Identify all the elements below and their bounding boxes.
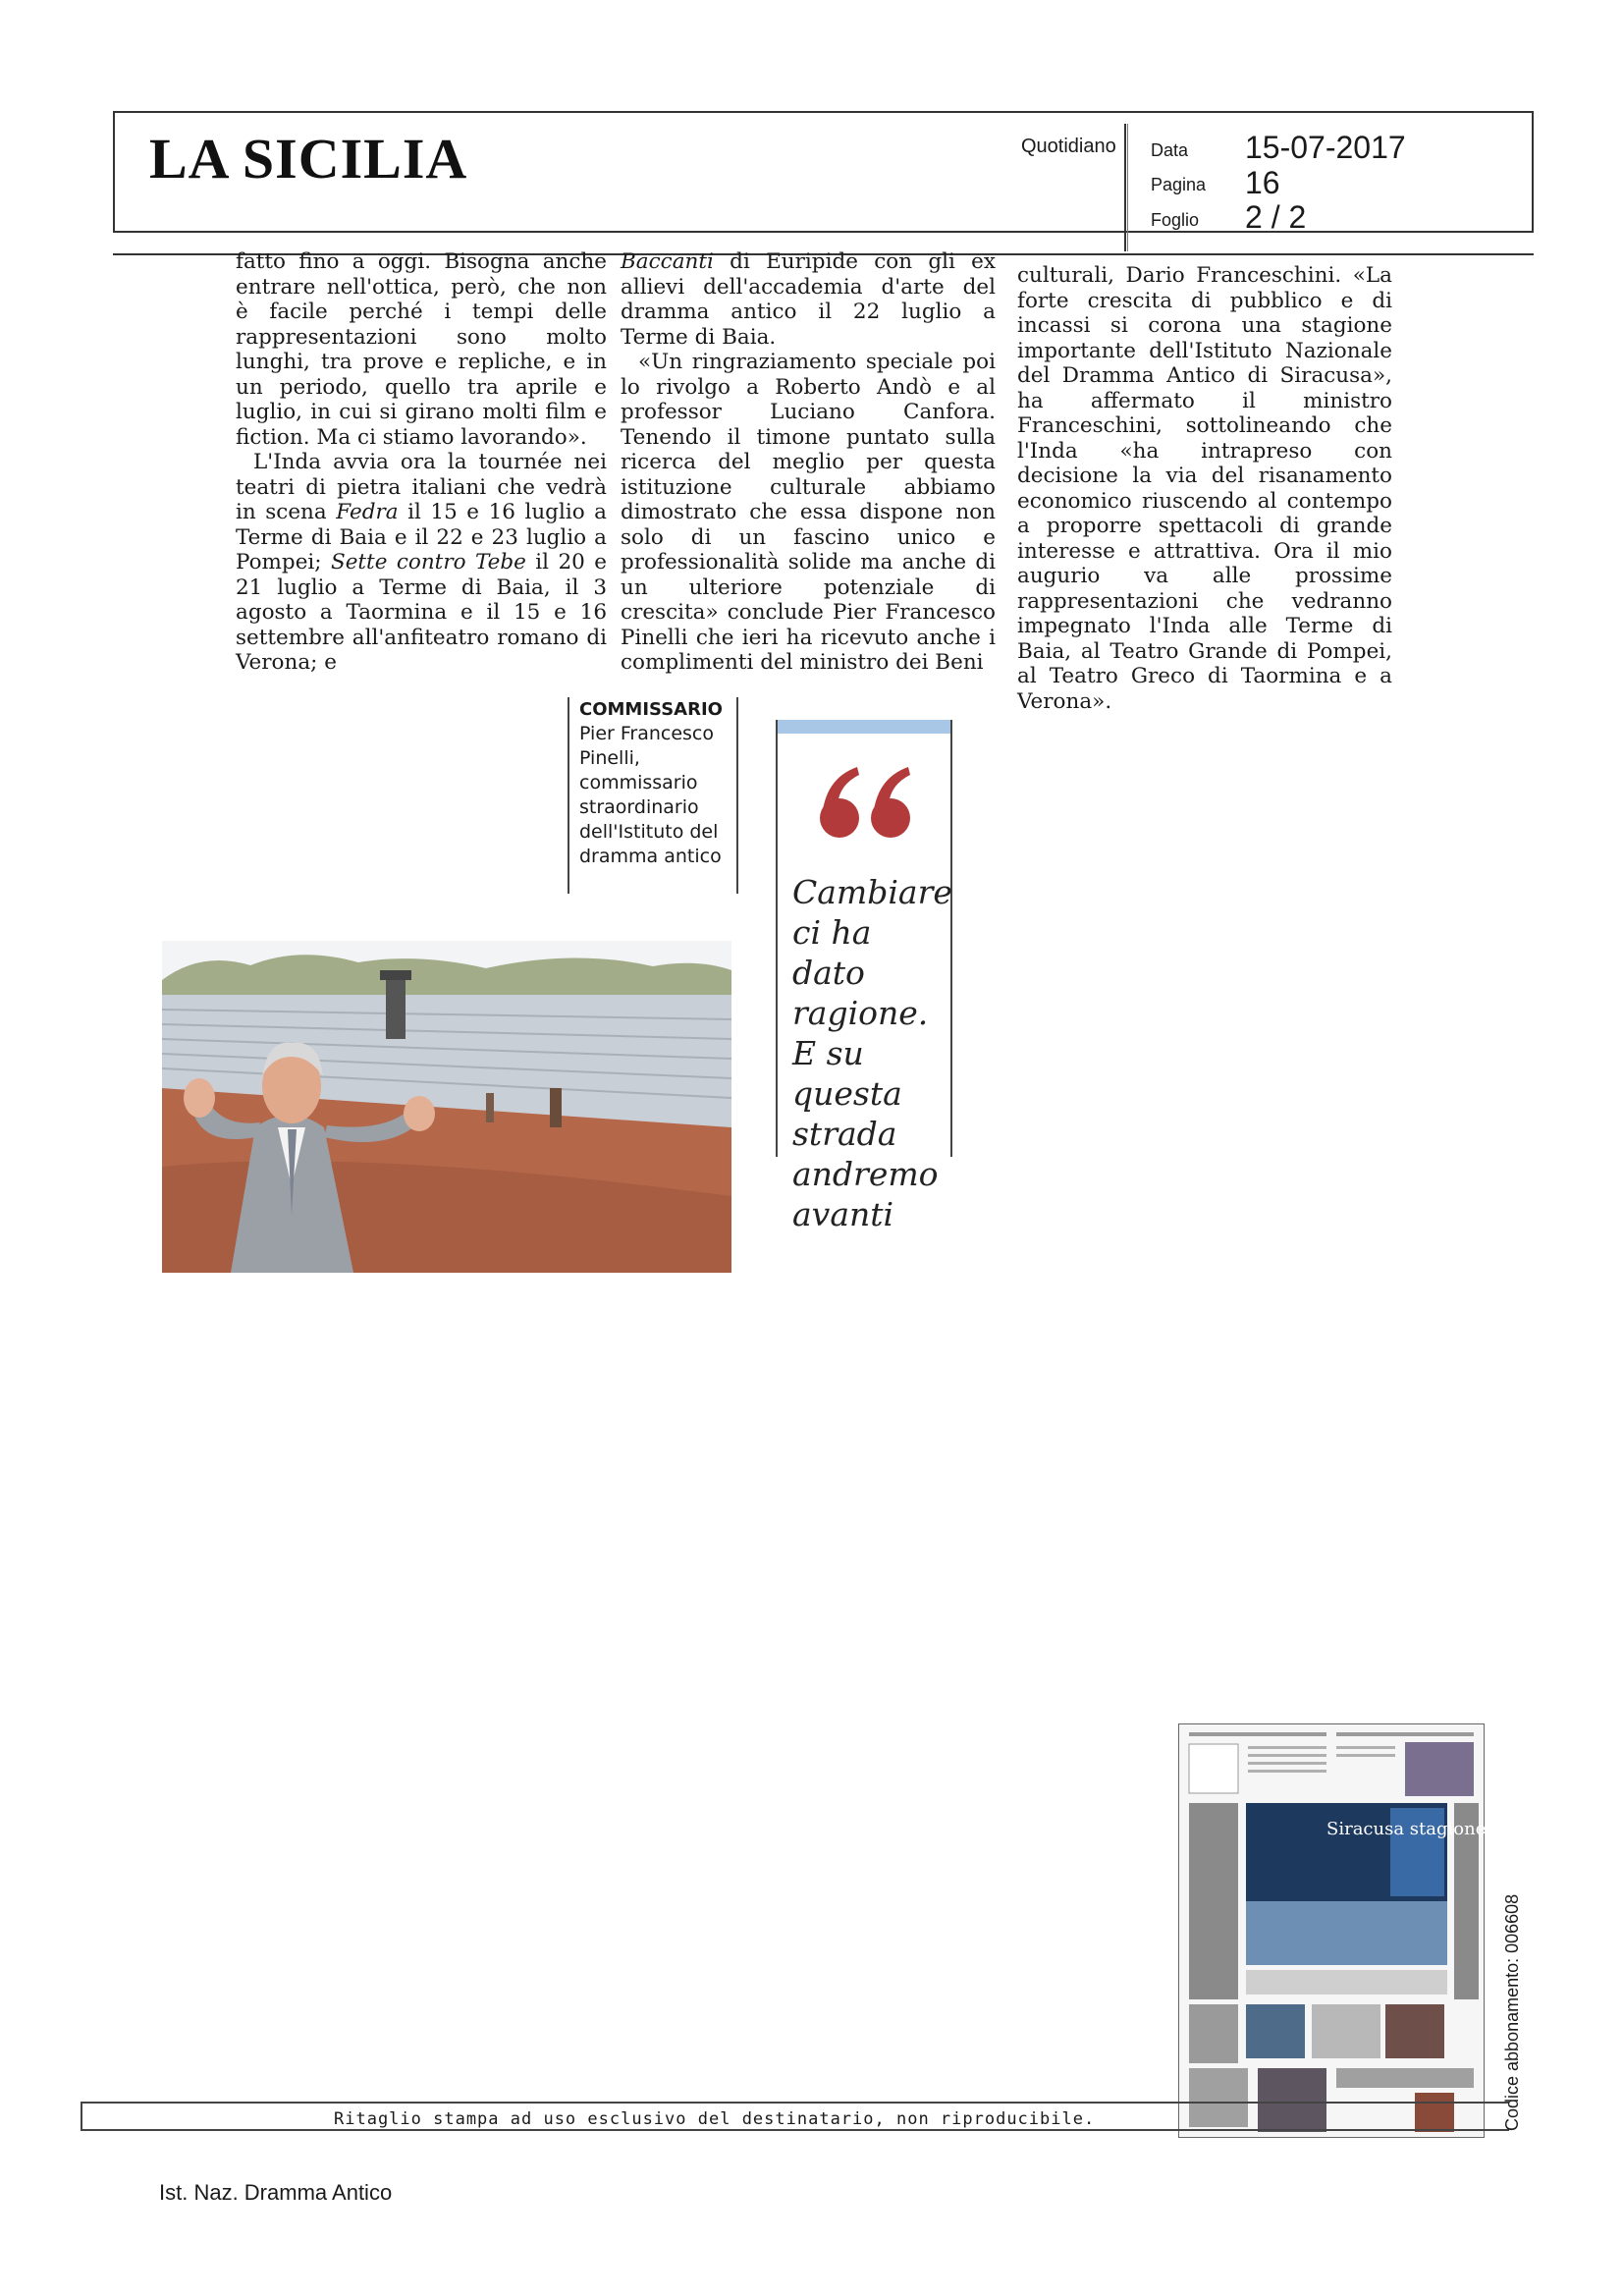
- photo-caption: [568, 697, 738, 894]
- footer-left-edge: [81, 2102, 82, 2131]
- paragraph: [621, 249, 996, 350]
- reproduction-notice: Ritaglio stampa ad uso esclusivo del destinatario, non riproducibile.: [334, 2109, 1096, 2129]
- pull-quote: [776, 720, 952, 1233]
- source-label: Ist. Naz. Dramma Antico: [159, 2180, 393, 2205]
- text-run: L'Inda avvia ora la tournée nei teatri di pietra italiani che vedrà in scena: [236, 450, 607, 524]
- foglio-label: Foglio: [1151, 210, 1200, 230]
- pagina-value: 16: [1245, 165, 1280, 200]
- meta-divider-right: [1127, 124, 1128, 251]
- subscription-code: Codice abbonamento: 006608: [1502, 1893, 1522, 2131]
- meta-divider: [1124, 124, 1126, 251]
- article-column-1: [236, 249, 607, 676]
- thumbnail-headline: Siracusa stagione da record: [1326, 1819, 1579, 1839]
- data-value: 15-07-2017: [1245, 130, 1406, 165]
- foglio-value: 2 / 2: [1245, 199, 1307, 235]
- quote-text: Cambiare ci ha dato ragione. E su questa strada andremo avanti: [792, 873, 952, 1233]
- publication-type: Quotidiano: [1021, 136, 1116, 157]
- paragraph: [236, 450, 607, 676]
- pagina-label: Pagina: [1151, 175, 1207, 194]
- paragraph: culturali, Dario Franceschini. «La forte crescita di pubblico e di incassi si corona una stagione importante dell'Istituto Nazionale del Dramma Antico di Siracusa», ha affermato il ministro Franceschini, sottolineando che l'Inda «ha intrapreso con decisione la via del risanamento economico riuscendo al contempo a proporre spettacoli di grande interesse e attrattiva. Ora il mio augurio va alle prossime rappresentazioni che vedranno impegnato l'Inda alle Terme di Baia, al Teatro Grande di Pompei, al Teatro Greco di Taormina e a Verona».: [1017, 263, 1392, 714]
- text-run: di Euripide con gli ex allievi dell'accademia d'arte del dramma antico il 22 luglio a Terme di Baia.: [621, 249, 996, 350]
- title-baccanti: Baccanti: [621, 249, 714, 274]
- text-run: il 15 e 16 luglio a Terme di Baia e il 22 e 23 luglio a Pompei;: [236, 500, 607, 574]
- footer-rule-top: [81, 2102, 1509, 2104]
- text-run: il 20 e 21 luglio a Terme di Baia, il 3 agosto a Taormina e il 15 e 16 settembre all'anfiteatro romano di Verona; e: [236, 550, 608, 675]
- article-photo: [162, 941, 731, 1273]
- title-sette-contro-tebe: Sette contro Tebe: [330, 550, 526, 574]
- caption-title: COMMISSARIO: [579, 699, 723, 720]
- masthead: LA SICILIA: [149, 127, 468, 191]
- caption-text: Pier Francesco Pinelli, commissario straordinario dell'Istituto del dramma antico: [579, 723, 722, 867]
- paragraph: fatto fino a oggi. Bisogna anche entrare nell'ottica, però, che non è facile perché i tempi delle rappresentazioni sono molto lunghi, tra prove e repliche, e in un periodo, quello tra aprile e luglio, in cui si girano molti film e fiction. Ma ci stiamo lavorando».: [236, 249, 607, 450]
- data-label: Data: [1151, 140, 1189, 160]
- quote-mark-icon: [812, 749, 920, 857]
- article-column-2: [621, 249, 996, 676]
- footer-rule-bottom: [81, 2129, 1509, 2131]
- paragraph: «Un ringraziamento speciale poi lo rivolgo a Roberto Andò e al professor Luciano Canfora. Tenendo il timone puntato sulla ricerca del meglio per questa istituzione culturale abbiamo dimostrato che essa dispone non solo di un fascino unico e professionalità solide ma anche di un ulteriore potenziale di crescita» conclude Pier Francesco Pinelli che ieri ha ricevuto anche i complimenti del ministro dei Beni: [621, 350, 996, 675]
- quote-accent-bar: [778, 720, 950, 734]
- article-column-3: [1017, 263, 1392, 714]
- title-fedra: Fedra: [336, 500, 399, 524]
